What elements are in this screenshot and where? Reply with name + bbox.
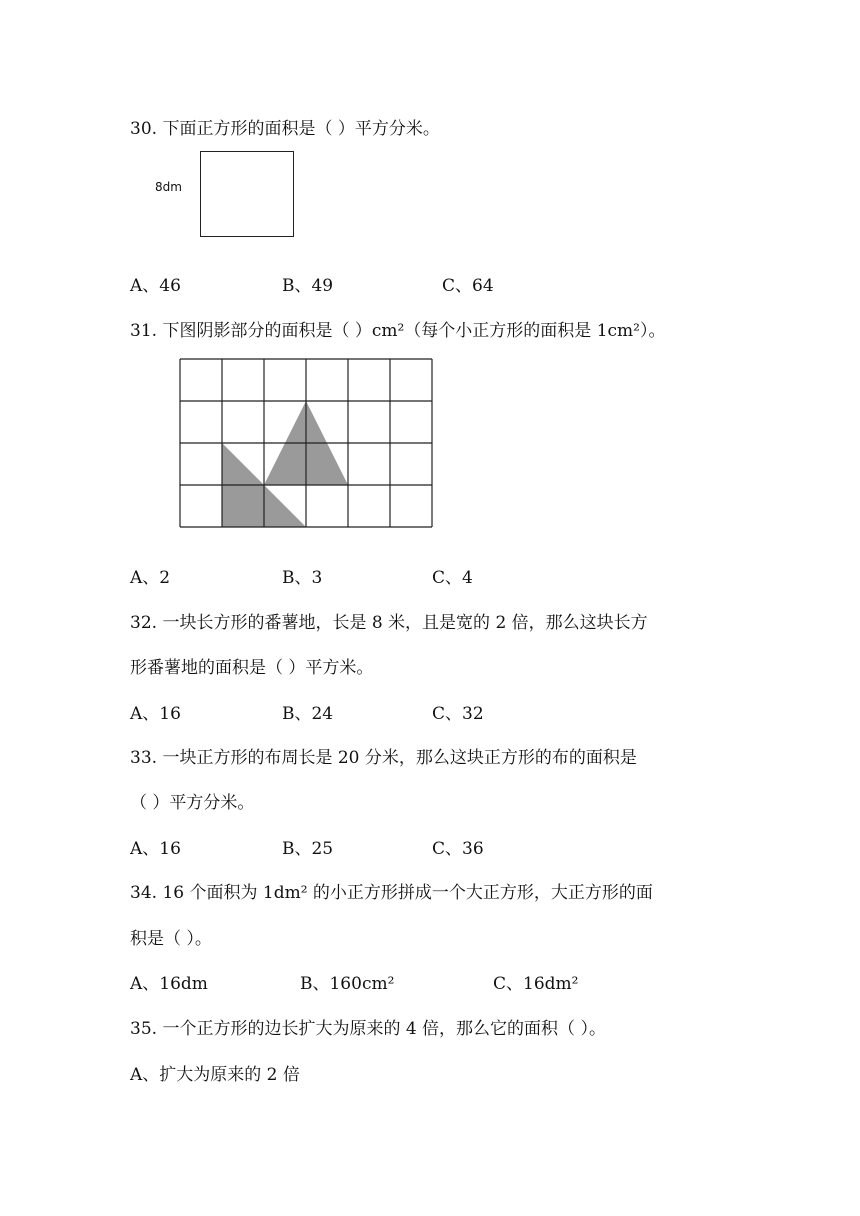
question-34-text-line2: 积是（ ）。 bbox=[130, 929, 212, 949]
shaded-triangle-top bbox=[264, 401, 348, 485]
question-35-text: 35. 一个正方形的边长扩大为原来的 4 倍，那么它的面积（ ）。 bbox=[130, 1019, 606, 1039]
question-32-text-line1: 32. 一块长方形的番薯地，长是 8 米，且是宽的 2 倍，那么这块长方 bbox=[130, 613, 648, 633]
question-32-text-line2: 形番薯地的面积是（ ）平方米。 bbox=[130, 658, 374, 678]
q30-option-c[interactable]: C、64 bbox=[442, 276, 494, 296]
q30-option-a[interactable]: A、46 bbox=[130, 276, 181, 296]
square-side-label: 8dm bbox=[155, 180, 182, 194]
square-figure bbox=[200, 151, 294, 237]
q35-option-a[interactable]: A、扩大为原来的 2 倍 bbox=[130, 1065, 300, 1085]
question-30-text: 30. 下面正方形的面积是（ ）平方分米。 bbox=[130, 119, 440, 139]
q32-option-a[interactable]: A、16 bbox=[130, 704, 181, 724]
q32-option-b[interactable]: B、24 bbox=[282, 704, 334, 724]
shaded-trapezoid-left bbox=[222, 443, 264, 527]
q31-option-a[interactable]: A、2 bbox=[130, 568, 171, 588]
q33-option-a[interactable]: A、16 bbox=[130, 839, 181, 859]
q34-option-c[interactable]: C、16dm² bbox=[493, 974, 579, 994]
q30-option-b[interactable]: B、49 bbox=[282, 276, 334, 296]
shaded-left-triangle bbox=[222, 443, 306, 527]
q34-option-a[interactable]: A、16dm bbox=[130, 974, 208, 994]
q32-option-c[interactable]: C、32 bbox=[432, 704, 484, 724]
question-33-text-line2: （ ）平方分米。 bbox=[130, 793, 255, 813]
shaded-triangle-small bbox=[264, 485, 306, 527]
question-34-text-line1: 34. 16 个面积为 1dm² 的小正方形拼成一个大正方形，大正方形的面 bbox=[130, 883, 653, 903]
q33-option-b[interactable]: B、25 bbox=[282, 839, 334, 859]
question-33-text-line1: 33. 一块正方形的布周长是 20 分米，那么这块正方形的布的面积是 bbox=[130, 748, 637, 768]
question-31-text: 31. 下图阴影部分的面积是（ ）cm²（每个小正方形的面积是 1cm²）。 bbox=[130, 321, 666, 341]
q31-option-c[interactable]: C、4 bbox=[432, 568, 473, 588]
q33-option-c[interactable]: C、36 bbox=[432, 839, 484, 859]
grid-lines bbox=[180, 359, 432, 527]
q31-option-b[interactable]: B、3 bbox=[282, 568, 323, 588]
q34-option-b[interactable]: B、160cm² bbox=[300, 974, 395, 994]
